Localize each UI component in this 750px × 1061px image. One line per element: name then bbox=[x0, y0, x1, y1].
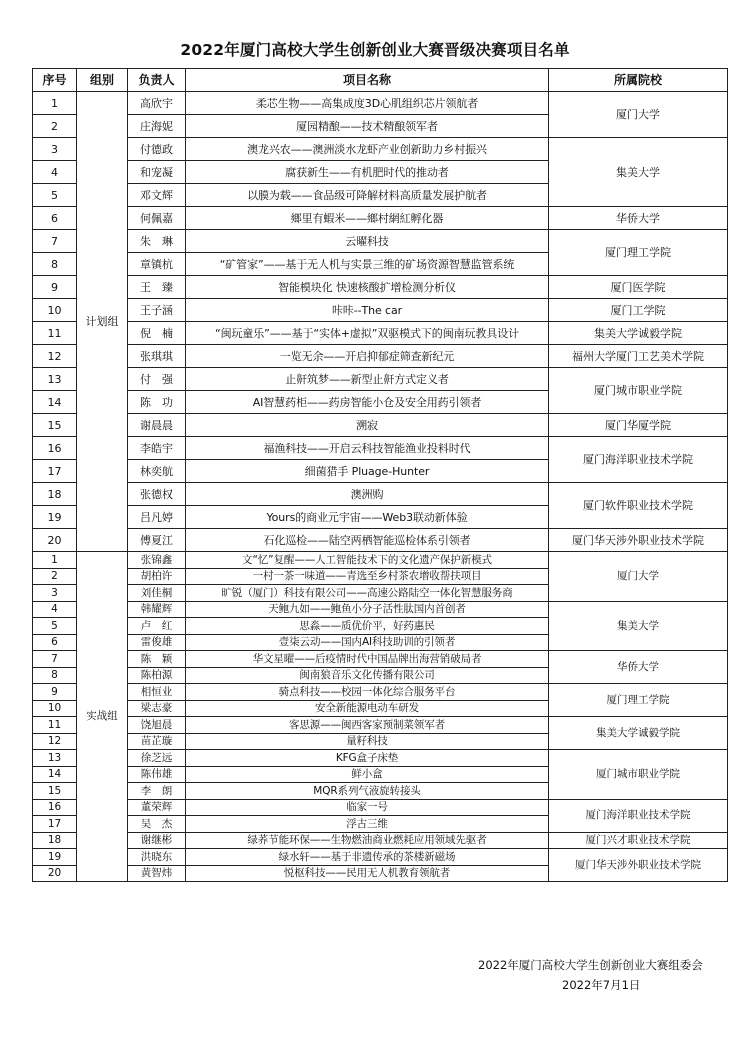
table-row bbox=[33, 92, 728, 115]
leader-cell: 刘佳桐 bbox=[128, 585, 186, 602]
table-body bbox=[33, 92, 728, 882]
project-cell: 骑点科技——校园一体化综合服务平台 bbox=[186, 684, 549, 701]
project-cell: 绿水轩——基于非遗传承的茶楼新磁场 bbox=[186, 849, 549, 866]
leader-cell: 邓文辉 bbox=[128, 184, 186, 207]
school-cell: 厦门华厦学院 bbox=[549, 414, 728, 437]
school-cell: 集美大学诚毅学院 bbox=[549, 717, 728, 750]
leader-cell: 饶旭晨 bbox=[128, 717, 186, 734]
project-cell: 智能模块化 快速核酸扩增检测分析仪 bbox=[186, 276, 549, 299]
serial-cell: 9 bbox=[33, 276, 77, 299]
leader-cell: 陈 功 bbox=[128, 391, 186, 414]
table-header-row bbox=[33, 69, 728, 92]
serial-cell: 12 bbox=[33, 733, 77, 750]
school-cell: 厦门软件职业技术学院 bbox=[549, 483, 728, 529]
serial-cell: 6 bbox=[33, 207, 77, 230]
leader-cell: 黄智炜 bbox=[128, 865, 186, 882]
serial-cell: 15 bbox=[33, 783, 77, 800]
project-cell: 安全新能源电动车研发 bbox=[186, 700, 549, 717]
serial-cell: 2 bbox=[33, 568, 77, 585]
project-cell: 澳洲购 bbox=[186, 483, 549, 506]
table-row bbox=[33, 717, 728, 734]
table-row bbox=[33, 322, 728, 345]
table-row bbox=[33, 299, 728, 322]
project-cell: 细菌猎手 Pluage-Hunter bbox=[186, 460, 549, 483]
serial-cell: 8 bbox=[33, 253, 77, 276]
serial-cell: 2 bbox=[33, 115, 77, 138]
leader-cell: 倪 楠 bbox=[128, 322, 186, 345]
serial-cell: 10 bbox=[33, 700, 77, 717]
leader-cell: 徐芝远 bbox=[128, 750, 186, 767]
leader-cell: 雷俊雄 bbox=[128, 634, 186, 651]
serial-cell: 5 bbox=[33, 618, 77, 635]
serial-cell: 19 bbox=[33, 849, 77, 866]
school-cell: 华侨大学 bbox=[549, 207, 728, 230]
project-cell: 天鲍九如——鲍鱼小分子活性肽国内首创者 bbox=[186, 601, 549, 618]
project-cell: 鄉里有蝦米——鄉村網紅孵化器 bbox=[186, 207, 549, 230]
project-cell: 一村一茶一味道——青选至乡村茶农增收帮扶项目 bbox=[186, 568, 549, 585]
leader-cell: 李皓宇 bbox=[128, 437, 186, 460]
header-project: 项目名称 bbox=[186, 69, 549, 92]
serial-cell: 6 bbox=[33, 634, 77, 651]
project-cell: 一览无余——开启抑郁症筛查新纪元 bbox=[186, 345, 549, 368]
serial-cell: 3 bbox=[33, 138, 77, 161]
group-cell: 计划组 bbox=[77, 92, 128, 552]
table-row bbox=[33, 849, 728, 866]
table-row bbox=[33, 138, 728, 161]
serial-cell: 18 bbox=[33, 483, 77, 506]
leader-cell: 相恒业 bbox=[128, 684, 186, 701]
table-row bbox=[33, 368, 728, 391]
school-cell: 福州大学厦门工艺美术学院 bbox=[549, 345, 728, 368]
project-cell: 溯寂 bbox=[186, 414, 549, 437]
table-row bbox=[33, 207, 728, 230]
project-cell: Yours的商业元宇宙——Web3联动新体验 bbox=[186, 506, 549, 529]
finalist-table bbox=[32, 68, 728, 882]
table-row bbox=[33, 529, 728, 552]
project-cell: 福渔科技——开启云科技智能渔业投料时代 bbox=[186, 437, 549, 460]
leader-cell: 何佩嘉 bbox=[128, 207, 186, 230]
table-row bbox=[33, 414, 728, 437]
serial-cell: 16 bbox=[33, 437, 77, 460]
serial-cell: 8 bbox=[33, 667, 77, 684]
serial-cell: 20 bbox=[33, 865, 77, 882]
serial-cell: 9 bbox=[33, 684, 77, 701]
school-cell: 厦门华天涉外职业技术学院 bbox=[549, 529, 728, 552]
school-cell: 厦门城市职业学院 bbox=[549, 368, 728, 414]
school-cell: 厦门工学院 bbox=[549, 299, 728, 322]
school-cell: 厦门医学院 bbox=[549, 276, 728, 299]
project-cell: 临家一号 bbox=[186, 799, 549, 816]
project-cell: 柔芯生物——高集成度3D心肌组织芯片领航者 bbox=[186, 92, 549, 115]
header-serial: 序号 bbox=[33, 69, 77, 92]
serial-cell: 17 bbox=[33, 816, 77, 833]
leader-cell: 陈柏源 bbox=[128, 667, 186, 684]
footer-organizer: 2022年厦门高校大学生创新创业大赛组委会 bbox=[478, 958, 703, 972]
project-cell: 悦枢科技——民用无人机教育领航者 bbox=[186, 865, 549, 882]
project-cell: 闽南狼音乐文化传播有限公司 bbox=[186, 667, 549, 684]
leader-cell: 傅夏江 bbox=[128, 529, 186, 552]
serial-cell: 1 bbox=[33, 92, 77, 115]
leader-cell: 王子涵 bbox=[128, 299, 186, 322]
leader-cell: 洪晓东 bbox=[128, 849, 186, 866]
table-row bbox=[33, 552, 728, 569]
serial-cell: 4 bbox=[33, 161, 77, 184]
leader-cell: 梁志豪 bbox=[128, 700, 186, 717]
leader-cell: 谢继彬 bbox=[128, 832, 186, 849]
leader-cell: 苗芷璇 bbox=[128, 733, 186, 750]
school-cell: 华侨大学 bbox=[549, 651, 728, 684]
leader-cell: 张琪琪 bbox=[128, 345, 186, 368]
serial-cell: 13 bbox=[33, 368, 77, 391]
table-row bbox=[33, 651, 728, 668]
serial-cell: 3 bbox=[33, 585, 77, 602]
project-cell: 以膜为载——食品级可降解材料高质量发展护航者 bbox=[186, 184, 549, 207]
leader-cell: 张锦鑫 bbox=[128, 552, 186, 569]
table-row bbox=[33, 230, 728, 253]
project-cell: 文“忆”复醒——人工智能技术下的文化遗产保护新模式 bbox=[186, 552, 549, 569]
leader-cell: 董荣辉 bbox=[128, 799, 186, 816]
serial-cell: 14 bbox=[33, 391, 77, 414]
school-cell: 厦门华天涉外职业技术学院 bbox=[549, 849, 728, 882]
school-cell: 集美大学 bbox=[549, 601, 728, 651]
table-row bbox=[33, 437, 728, 460]
serial-cell: 16 bbox=[33, 799, 77, 816]
project-cell: 腐获新生——有机肥时代的推动者 bbox=[186, 161, 549, 184]
school-cell: 厦门海洋职业技术学院 bbox=[549, 437, 728, 483]
serial-cell: 20 bbox=[33, 529, 77, 552]
school-cell: 厦门海洋职业技术学院 bbox=[549, 799, 728, 832]
serial-cell: 11 bbox=[33, 322, 77, 345]
table-row bbox=[33, 799, 728, 816]
page-title: 2022年厦门高校大学生创新创业大赛晋级决赛项目名单 bbox=[180, 41, 570, 59]
table-row bbox=[33, 750, 728, 767]
table-row bbox=[33, 601, 728, 618]
leader-cell: 吴 杰 bbox=[128, 816, 186, 833]
leader-cell: 和宠凝 bbox=[128, 161, 186, 184]
project-cell: “矿管家”——基于无人机与实景三维的矿场资源智慧监管系统 bbox=[186, 253, 549, 276]
serial-cell: 7 bbox=[33, 651, 77, 668]
serial-cell: 5 bbox=[33, 184, 77, 207]
leader-cell: 林奕航 bbox=[128, 460, 186, 483]
serial-cell: 17 bbox=[33, 460, 77, 483]
header-school: 所属院校 bbox=[549, 69, 728, 92]
header-leader: 负责人 bbox=[128, 69, 186, 92]
project-cell: 鲜小盒 bbox=[186, 766, 549, 783]
header-group: 组别 bbox=[77, 69, 128, 92]
project-cell: 厦园精酿——技术精酿领军者 bbox=[186, 115, 549, 138]
project-cell: 咔咔--The car bbox=[186, 299, 549, 322]
serial-cell: 14 bbox=[33, 766, 77, 783]
table-row bbox=[33, 684, 728, 701]
project-cell: 华文星曜——后疫情时代中国品牌出海营销破局者 bbox=[186, 651, 549, 668]
leader-cell: 张德权 bbox=[128, 483, 186, 506]
leader-cell: 吕凡婷 bbox=[128, 506, 186, 529]
table-row bbox=[33, 483, 728, 506]
school-cell: 厦门大学 bbox=[549, 552, 728, 602]
project-cell: AI智慧药柜——药房智能小仓及安全用药引领者 bbox=[186, 391, 549, 414]
project-cell: 石化巡检——陆空两栖智能巡检体系引领者 bbox=[186, 529, 549, 552]
serial-cell: 10 bbox=[33, 299, 77, 322]
serial-cell: 19 bbox=[33, 506, 77, 529]
project-cell: 绿荞节能环保——生物燃油商业燃耗应用领域先驱者 bbox=[186, 832, 549, 849]
leader-cell: 谢晨晨 bbox=[128, 414, 186, 437]
leader-cell: 朱 琳 bbox=[128, 230, 186, 253]
leader-cell: 卢 红 bbox=[128, 618, 186, 635]
project-cell: 云曜科技 bbox=[186, 230, 549, 253]
serial-cell: 4 bbox=[33, 601, 77, 618]
serial-cell: 15 bbox=[33, 414, 77, 437]
leader-cell: 高欣宇 bbox=[128, 92, 186, 115]
table-row bbox=[33, 345, 728, 368]
project-cell: 思淼——质优价平，好药惠民 bbox=[186, 618, 549, 635]
school-cell: 集美大学 bbox=[549, 138, 728, 207]
school-cell: 厦门理工学院 bbox=[549, 230, 728, 276]
serial-cell: 12 bbox=[33, 345, 77, 368]
table-row bbox=[33, 276, 728, 299]
leader-cell: 胡柏许 bbox=[128, 568, 186, 585]
leader-cell: 付 强 bbox=[128, 368, 186, 391]
leader-cell: 韩耀辉 bbox=[128, 601, 186, 618]
project-cell: 澳龙兴农——澳洲淡水龙虾产业创新助力乡村振兴 bbox=[186, 138, 549, 161]
project-cell: 止鼾筑梦——新型止鼾方式定义者 bbox=[186, 368, 549, 391]
group-cell: 实战组 bbox=[77, 552, 128, 882]
leader-cell: 陈 颖 bbox=[128, 651, 186, 668]
footer-date: 2022年7月1日 bbox=[562, 978, 641, 992]
leader-cell: 陈伟雄 bbox=[128, 766, 186, 783]
serial-cell: 7 bbox=[33, 230, 77, 253]
school-cell: 厦门理工学院 bbox=[549, 684, 728, 717]
leader-cell: 章镇杭 bbox=[128, 253, 186, 276]
serial-cell: 13 bbox=[33, 750, 77, 767]
project-cell: “闽玩童乐”——基于“实体+虚拟”双驱模式下的闽南玩教具设计 bbox=[186, 322, 549, 345]
project-cell: 旷锐（厦门）科技有限公司——高速公路陆空一体化智慧服务商 bbox=[186, 585, 549, 602]
project-cell: MQR系列气液旋转接头 bbox=[186, 783, 549, 800]
leader-cell: 李 朗 bbox=[128, 783, 186, 800]
project-cell: 客思源——闽西客家预制菜领军者 bbox=[186, 717, 549, 734]
table-row bbox=[33, 832, 728, 849]
serial-cell: 1 bbox=[33, 552, 77, 569]
project-cell: 壹柒云动——国内AI科技助训的引领者 bbox=[186, 634, 549, 651]
leader-cell: 付德政 bbox=[128, 138, 186, 161]
school-cell: 厦门兴才职业技术学院 bbox=[549, 832, 728, 849]
serial-cell: 11 bbox=[33, 717, 77, 734]
leader-cell: 庄海妮 bbox=[128, 115, 186, 138]
school-cell: 厦门大学 bbox=[549, 92, 728, 138]
school-cell: 集美大学诚毅学院 bbox=[549, 322, 728, 345]
project-cell: KFG盒子床垫 bbox=[186, 750, 549, 767]
school-cell: 厦门城市职业学院 bbox=[549, 750, 728, 800]
project-cell: 浮古三维 bbox=[186, 816, 549, 833]
serial-cell: 18 bbox=[33, 832, 77, 849]
leader-cell: 王 臻 bbox=[128, 276, 186, 299]
project-cell: 量籽科技 bbox=[186, 733, 549, 750]
